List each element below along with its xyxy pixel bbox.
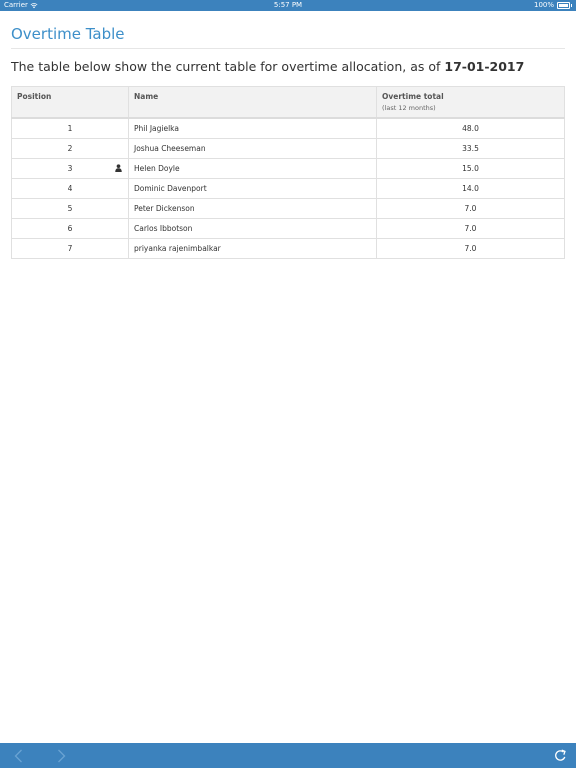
table-header-row xyxy=(12,87,565,119)
back-button[interactable] xyxy=(8,743,28,768)
cell-total: 33.5 xyxy=(377,139,565,159)
carrier-label: Carrier xyxy=(4,1,28,9)
cell-position: 5 xyxy=(12,199,129,219)
forward-button[interactable] xyxy=(51,743,71,768)
cell-name: Phil Jagielka xyxy=(129,118,377,139)
status-bar xyxy=(0,0,576,11)
reload-icon xyxy=(554,749,567,762)
cell-name: Helen Doyle xyxy=(129,159,377,179)
cell-name: Peter Dickenson xyxy=(129,199,377,219)
page-title: Overtime Table xyxy=(11,25,565,49)
cell-name: Dominic Davenport xyxy=(129,179,377,199)
table-row xyxy=(12,199,565,219)
chevron-right-icon xyxy=(57,749,66,763)
intro-paragraph xyxy=(11,59,565,74)
chevron-left-icon xyxy=(14,749,23,763)
battery-icon xyxy=(557,2,572,9)
cell-total: 7.0 xyxy=(377,219,565,239)
main-content xyxy=(11,11,565,259)
cell-position: 7 xyxy=(12,239,129,259)
bottom-toolbar xyxy=(0,743,576,768)
cell-position: 2 xyxy=(12,139,129,159)
header-total-sub: (last 12 months) xyxy=(382,104,436,112)
cell-total: 7.0 xyxy=(377,239,565,259)
cell-name: priyanka rajenimbalkar xyxy=(129,239,377,259)
cell-position xyxy=(12,159,129,179)
intro-text: The table below show the current table for overtime allocation, as of xyxy=(11,59,441,74)
table-row xyxy=(12,179,565,199)
as-of-date: 17-01-2017 xyxy=(444,59,525,74)
cell-total: 48.0 xyxy=(377,118,565,139)
status-right xyxy=(534,0,572,11)
cell-position: 6 xyxy=(12,219,129,239)
cell-total: 15.0 xyxy=(377,159,565,179)
header-name: Name xyxy=(129,87,377,119)
table-row xyxy=(12,139,565,159)
battery-percent: 100% xyxy=(533,1,554,9)
table-row xyxy=(12,219,565,239)
cell-total: 7.0 xyxy=(377,199,565,219)
cell-name: Carlos Ibbotson xyxy=(129,219,377,239)
cell-position: 4 xyxy=(12,179,129,199)
cell-name: Joshua Cheeseman xyxy=(129,139,377,159)
cell-total: 14.0 xyxy=(377,179,565,199)
overtime-table xyxy=(11,86,565,259)
user-icon xyxy=(115,164,122,172)
header-position: Position xyxy=(12,87,129,119)
table-body xyxy=(12,118,565,259)
header-total xyxy=(377,87,565,119)
reload-button[interactable] xyxy=(550,743,570,768)
table-row xyxy=(12,159,565,179)
header-total-label: Overtime total xyxy=(382,92,444,101)
cell-position: 1 xyxy=(12,118,129,139)
table-row xyxy=(12,239,565,259)
cell-position-value: 3 xyxy=(67,164,73,173)
table-row xyxy=(12,118,565,139)
status-time: 5:57 PM xyxy=(273,1,303,9)
